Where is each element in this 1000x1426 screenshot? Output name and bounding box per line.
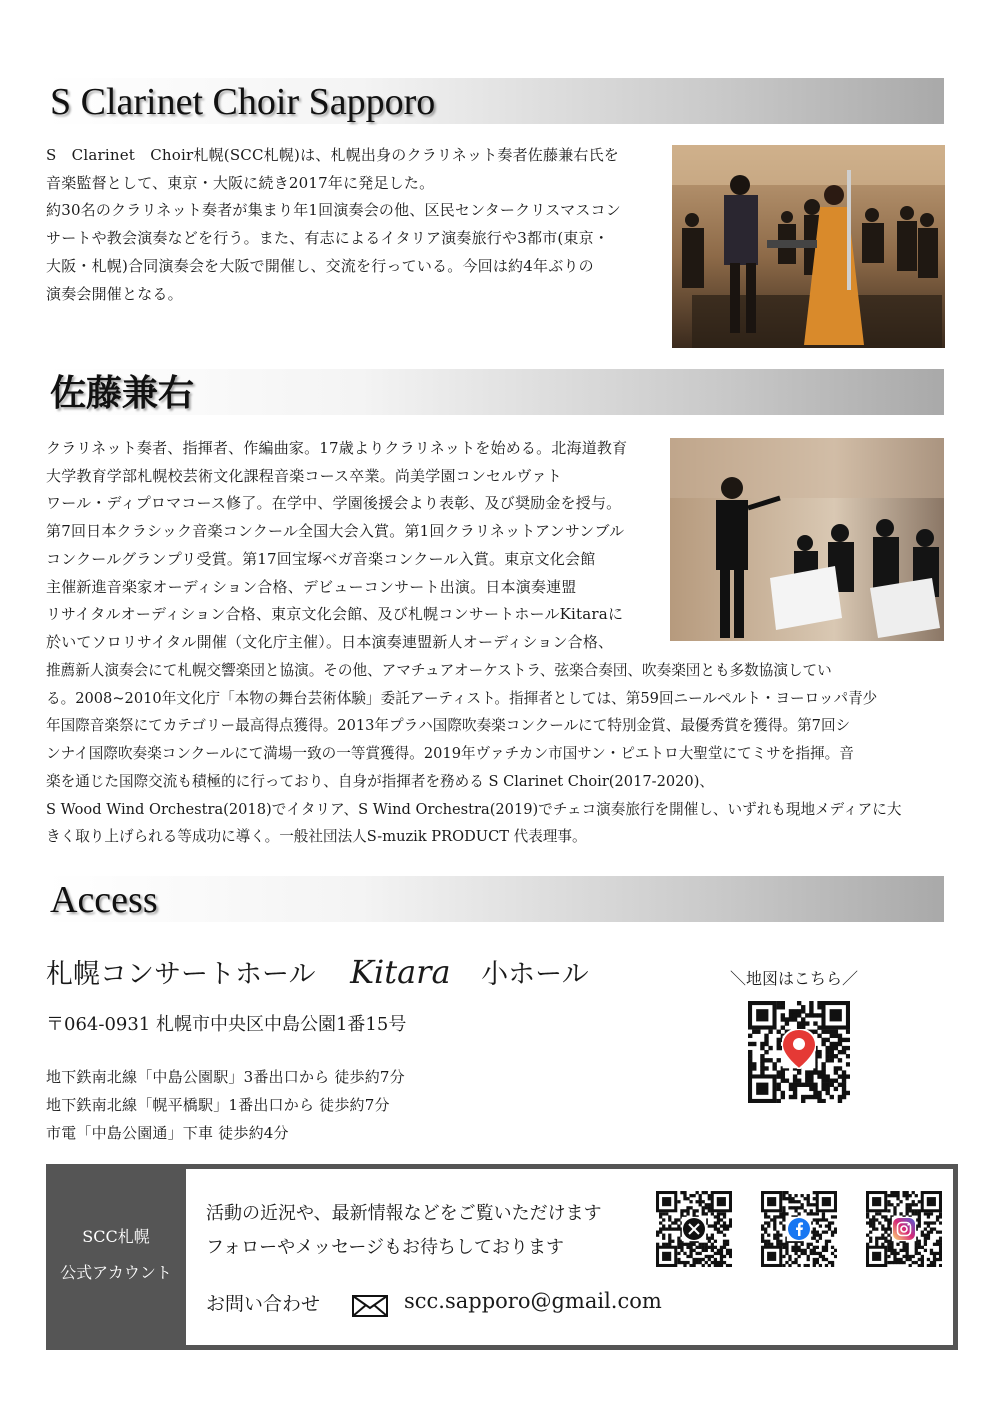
map-pin-icon	[782, 1029, 816, 1069]
text-line: きく取り上げられる等成功に導く。一般社団法人S-muzik PRODUCT 代表理事。	[46, 828, 587, 846]
x-logo-icon	[683, 1218, 705, 1240]
scc-section-header	[46, 78, 944, 124]
choir-performance-photo	[672, 145, 945, 348]
venue-room: 小ホール	[481, 959, 589, 990]
follow-message-2: フォローやメッセージもお待ちしております	[206, 1237, 565, 1258]
venue-brand: Kitara	[350, 953, 451, 991]
text-line: 於いてソロリサイタル開催（文化庁主催）。日本演奏連盟新人オーディション合格、	[46, 632, 614, 651]
direction-item: 地下鉄南北線「幌平橋駅」1番出口から 徒歩約7分	[46, 1096, 390, 1114]
sato-biography-narrow	[46, 435, 627, 657]
text-line: 演奏会開催となる。	[46, 284, 183, 303]
access-section-header	[46, 876, 944, 922]
text-line: リサイタルオーディション合格、東京文化会館、及び札幌コンサートホールKitaraに	[46, 605, 624, 624]
direction-item: 地下鉄南北線「中島公園駅」3番出口から 徒歩約7分	[46, 1068, 405, 1086]
facebook-qr-code[interactable]	[761, 1191, 837, 1267]
sato-section-title: 佐藤兼右	[50, 372, 195, 414]
contact-label: お問い合わせ	[206, 1293, 321, 1315]
text-line: 第7回日本クラシック音楽コンクール全国大会入賞。第1回クラリネットアンサンブル	[46, 522, 625, 541]
contact-email[interactable]: scc.sapporo@gmail.com	[404, 1289, 662, 1313]
text-line: 年国際音楽祭にてカテゴリー最高得点獲得。2013年プラハ国際吹奏楽コンクールにて特別金賞、最優秀賞を獲得。第7回シ	[46, 717, 851, 735]
label-line: SCC札幌	[82, 1227, 150, 1246]
scc-section-title: S Clarinet Choir Sapporo	[50, 81, 436, 123]
text-line: 楽を通じた国際交流も積極的に行っており、自身が指揮者を務める S Clarinet Choir(2017-2020)、	[46, 772, 714, 790]
text-line: る。2008~2010年文化庁「本物の舞台芸術体験」委託アーティスト。指揮者としては、第59回ニールペルト・ヨーロッパ青少	[46, 689, 878, 707]
official-accounts-box	[46, 1164, 958, 1350]
access-section-title: Access	[50, 879, 158, 921]
footer-content	[186, 1169, 953, 1345]
text-line: クラリネット奏者、指揮者、作編曲家。17歳よりクラリネットを始める。北海道教育	[46, 439, 628, 457]
venue-address: 〒064-0931 札幌市中央区中島公園1番15号	[46, 1014, 407, 1035]
text-line: 大阪・札幌)合同演奏会を大阪で開催し、交流を行っている。今回は約4年ぶりの	[46, 256, 594, 275]
sato-biography-wide	[46, 657, 901, 851]
instagram-qr-code[interactable]	[866, 1191, 942, 1267]
mail-icon	[352, 1295, 388, 1317]
official-accounts-label	[46, 1219, 186, 1291]
follow-message-1: 活動の近況や、最新情報などをご覧いただけます	[206, 1203, 602, 1224]
text-line: S Clarinet Choir札幌(SCC札幌)は、札幌出身のクラリネット奏者佐藤兼右氏を	[46, 146, 619, 164]
map-qr-code[interactable]	[748, 1001, 850, 1103]
venue-name: 札幌コンサートホール	[46, 959, 316, 990]
x-qr-code[interactable]	[656, 1191, 732, 1267]
direction-item: 市電「中島公園通」下車 徒歩約4分	[46, 1124, 289, 1142]
text-line: コンクールグランプリ受賞。第17回宝塚ベガ音楽コンクール入賞。東京文化会館	[46, 549, 596, 568]
directions-list	[46, 1063, 405, 1147]
scc-description	[46, 142, 621, 308]
text-line: サートや教会演奏などを行う。また、有志によるイタリア演奏旅行や3都市(東京・	[46, 229, 609, 248]
text-line: ワール・ディプロマコース修了。在学中、学園後援会より表彰、及び奨励金を授与。	[46, 494, 622, 513]
text-line: ンナイ国際吹奏楽コンクールにて満場一致の一等賞獲得。2019年ヴァチカン市国サン・ピエトロ大聖堂にてミサを指揮。音	[46, 745, 854, 763]
venue-title	[46, 952, 589, 991]
text-line: 大学教育学部札幌校芸術文化課程音楽コース卒業。尚美学園コンセルヴァト	[46, 466, 562, 485]
text-line: 推薦新人演奏会にて札幌交響楽団と協演。その他、アマチュアオーケストラ、弦楽合奏団、吹奏楽団とも多数協演してい	[46, 662, 832, 679]
text-line: 音楽監督として、東京・大阪に続き2017年に発足した。	[46, 173, 435, 192]
sato-section-header	[46, 369, 944, 415]
text-line: S Wood Wind Orchestra(2018)でイタリア、S Wind Orchestra(2019)でチェコ演奏旅行を開催し、いずれも現地メディアに大	[46, 800, 902, 818]
instagram-logo-icon	[893, 1218, 915, 1240]
conductor-photo	[670, 438, 944, 641]
text-line: 主催新進音楽家オーディション合格、デビューコンサート出演。日本演奏連盟	[46, 577, 577, 596]
text-line: 約30名のクラリネット奏者が集まり年1回演奏会の他、区民センタークリスマスコン	[46, 201, 621, 220]
facebook-logo-icon	[788, 1218, 810, 1240]
label-line: 公式アカウント	[60, 1263, 172, 1282]
map-caption: ＼地図はこちら／	[730, 969, 859, 988]
